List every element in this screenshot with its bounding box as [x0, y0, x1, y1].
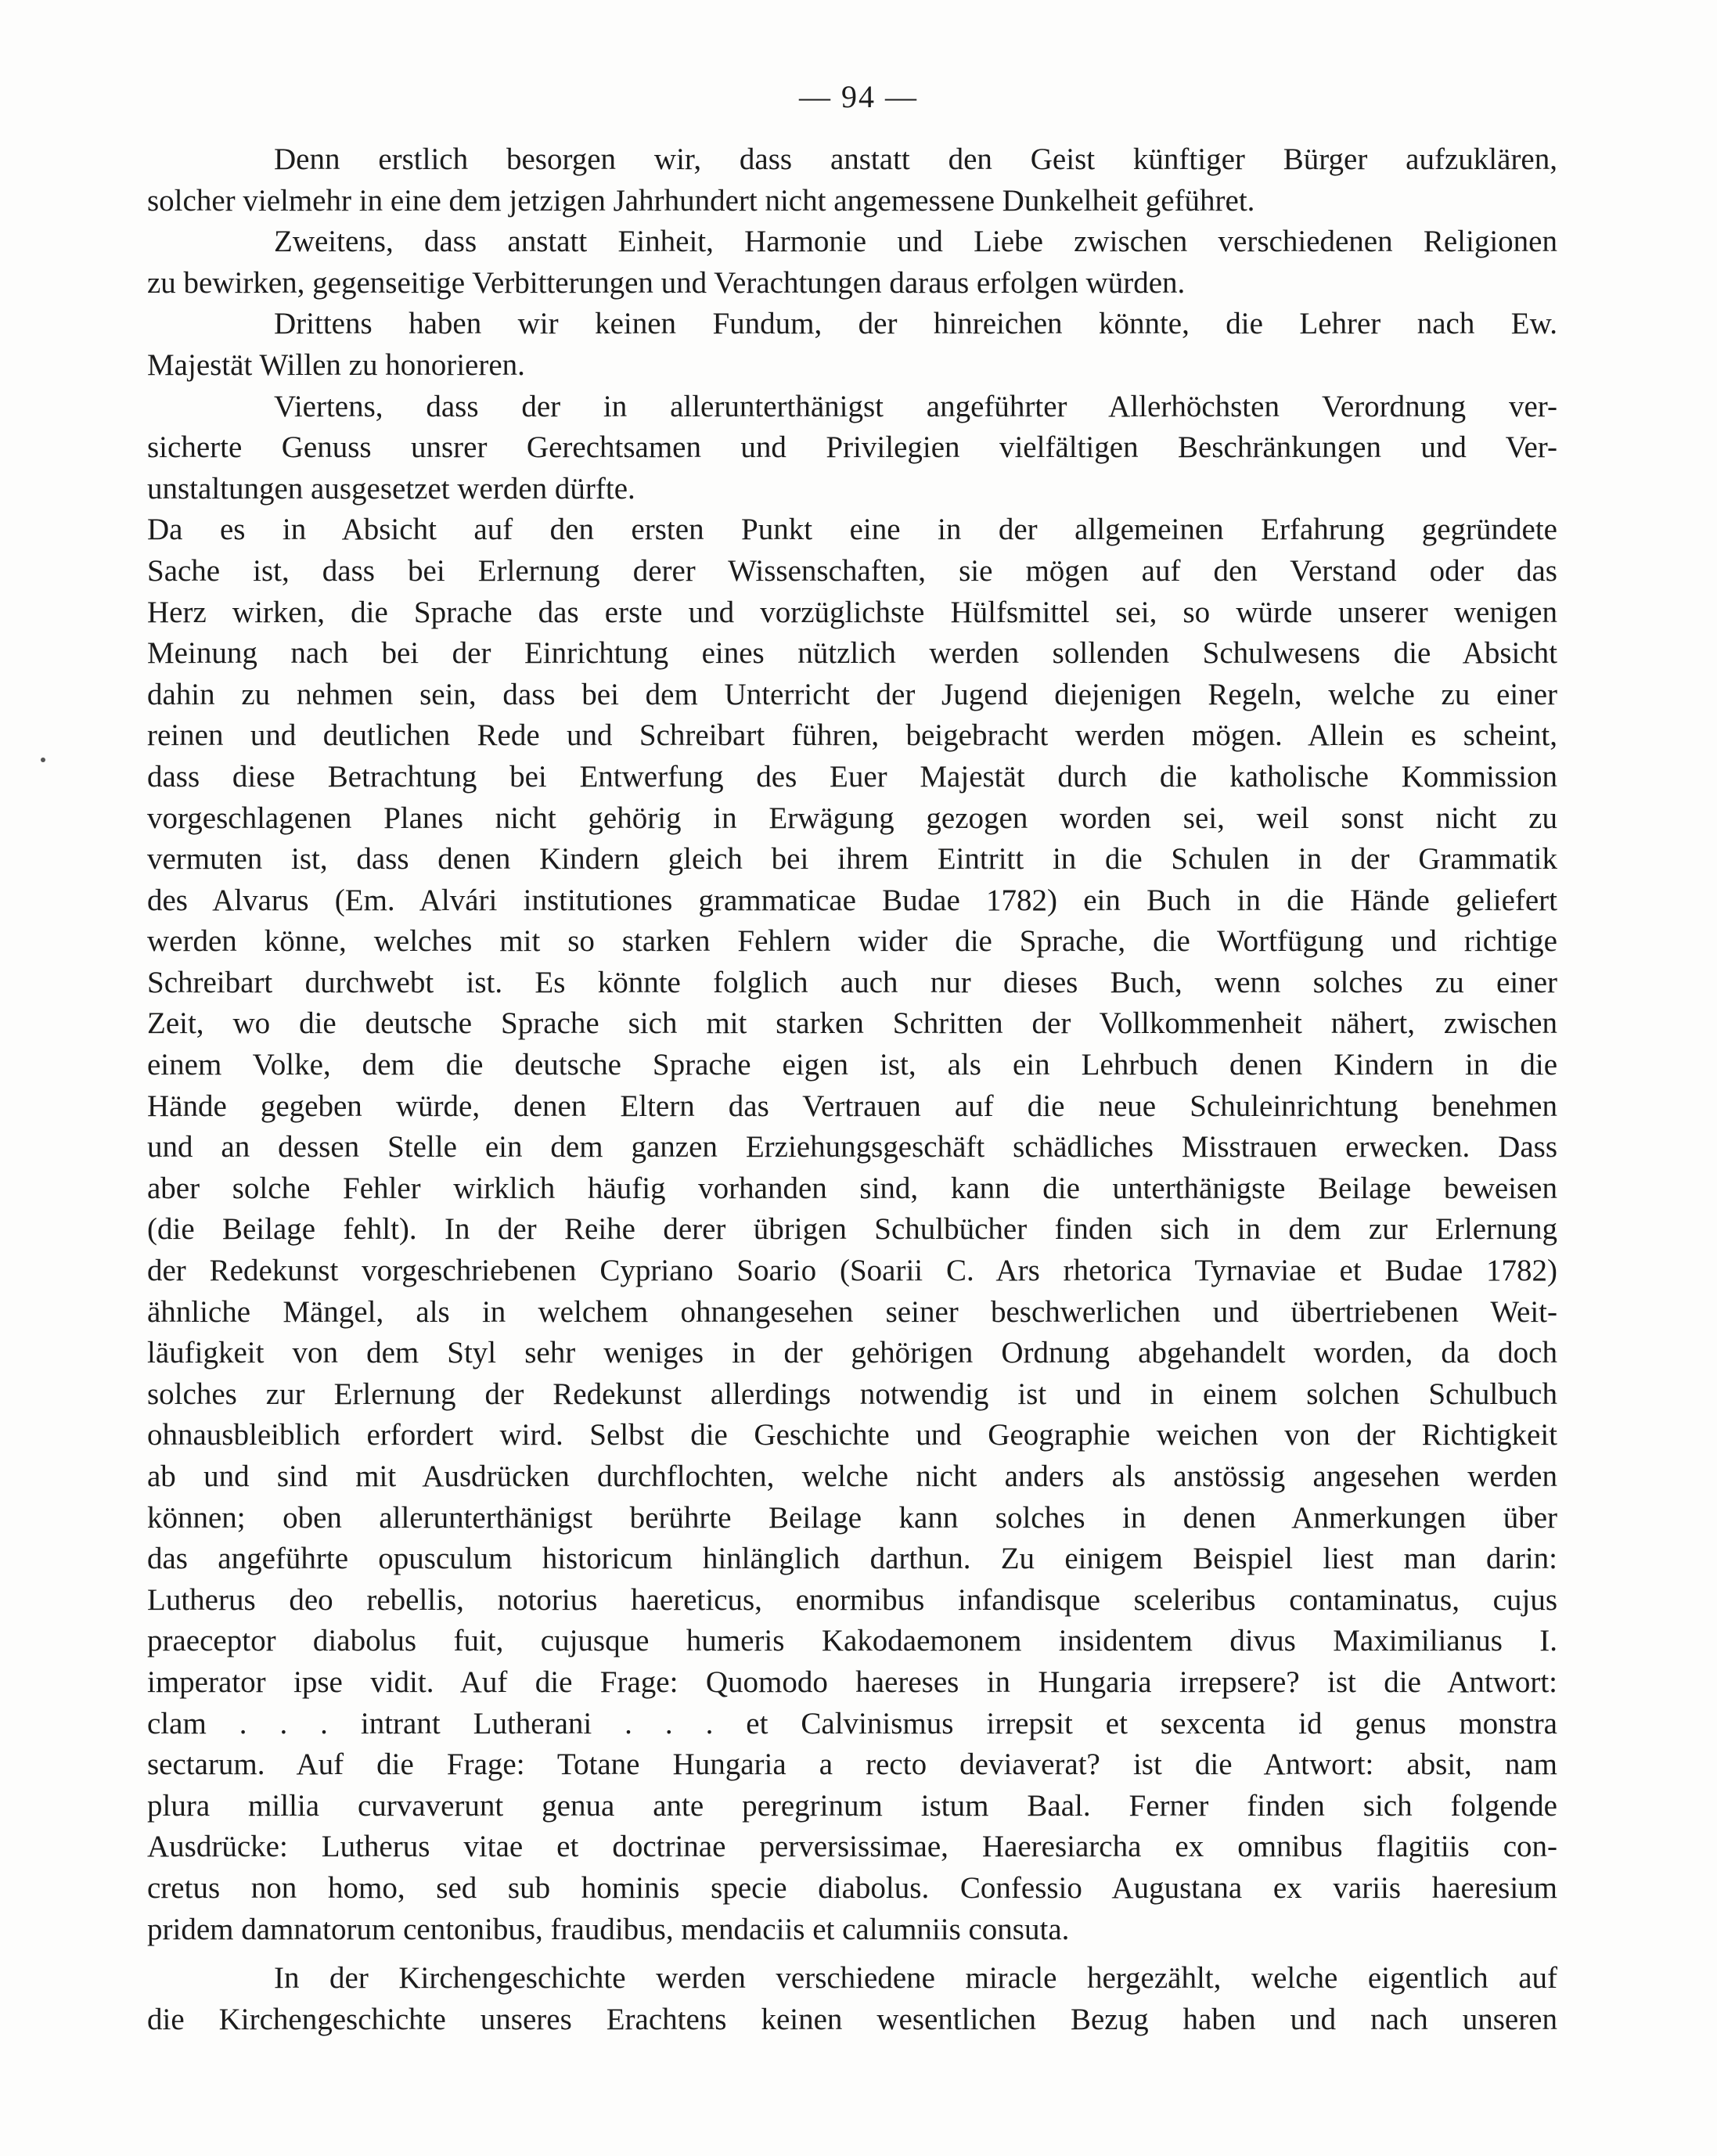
text-line: Zeit, wo die deutsche Sprache sich mit starken Schritten der Vollkommenheit nähert, zwischen: [147, 1006, 1557, 1041]
text-line: sectarum. Auf die Frage: Totane Hungaria a recto deviaverat? ist die Antwort: absit, nam: [147, 1747, 1557, 1782]
text-line: zu bewirken, gegenseitige Verbitterungen und Verachtungen daraus erfolgen würden.: [147, 265, 1186, 300]
text-line: Sache ist, dass bei Erlernung derer Wissenschaften, sie mögen auf den Verstand oder das: [147, 553, 1557, 588]
text-line: werden könne, welches mit so starken Fehlern wider die Sprache, die Wortfügung und richtige: [147, 924, 1557, 959]
body-text: [147, 139, 1557, 2040]
text-line: praeceptor diabolus fuit, cujusque humeris Kakodaemonem insidentem divus Maximilianus I.: [147, 1624, 1557, 1658]
text-line: Majestät Willen zu honorieren.: [147, 347, 525, 382]
text-line: Schreibart durchwebt ist. Es könnte folglich auch nur dieses Buch, wenn solches zu einer: [147, 965, 1557, 999]
text-line: dahin zu nehmen sein, dass bei dem Unterricht der Jugend diejenigen Regeln, welche zu einer: [147, 677, 1557, 711]
text-line: des Alvarus (Em. Alvári institutiones grammaticae Budae 1782) ein Buch in die Hände geliefert: [147, 883, 1557, 917]
text-line: Lutherus deo rebellis, notorius haereticus, enormibus infandisque sceleribus contaminatus, cujus: [147, 1582, 1557, 1617]
text-line: clam . . . intrant Lutherani . . . et Calvinismus irrepsit et sexcenta id genus monstra: [147, 1706, 1557, 1740]
text-line: aber solche Fehler wirklich häufig vorhanden sind, kann die unterthänigste Beilage beweisen: [147, 1171, 1557, 1205]
text-line: plura millia curvaverunt genua ante peregrinum istum Baal. Ferner finden sich folgende: [147, 1788, 1557, 1823]
text-line: der Redekunst vorgeschriebenen Cypriano Soario (Soarii C. Ars rhetorica Tyrnaviae et Budae 1782): [147, 1254, 1557, 1288]
text-line: Meinung nach bei der Einrichtung eines nützlich werden sollenden Schulwesens die Absicht: [147, 636, 1557, 671]
text-line: ohnausbleiblich erfordert wird. Selbst die Geschichte und Geographie weichen von der Richtigkeit: [147, 1418, 1557, 1452]
text-line: können; oben allerunterthänigst berührte Beilage kann solches in denen Anmerkungen über: [147, 1500, 1557, 1535]
text-line: Drittens haben wir keinen Fundum, der hinreichen könnte, die Lehrer nach Ew.: [274, 307, 1557, 341]
text-line: Da es in Absicht auf den ersten Punkt eine in der allgemeinen Erfahrung gegründete: [147, 513, 1557, 547]
page-number: — 94 —: [799, 79, 918, 114]
text-line: imperator ipse vidit. Auf die Frage: Quomodo haereses in Hungaria irrepsere? ist die Antwort:: [147, 1665, 1557, 1699]
text-line: das angeführte opusculum historicum hinlänglich darthun. Zu einigem Beispiel liest man darin:: [147, 1542, 1557, 1576]
text-line: cretus non homo, sed sub hominis specie diabolus. Confessio Augustana ex variis haeresium: [147, 1870, 1557, 1905]
text-line: vorgeschlagenen Planes nicht gehörig in Erwägung gezogen worden sei, weil sonst nicht zu: [147, 801, 1557, 835]
text-line: ähnliche Mängel, als in welchem ohnangesehen seiner beschwerlichen und übertriebenen Weit-: [147, 1294, 1557, 1329]
margin-mark: [41, 758, 45, 762]
text-line: Hände gegeben würde, denen Eltern das Vertrauen auf die neue Schuleinrichtung benehmen: [147, 1089, 1557, 1123]
text-line: und an dessen Stelle ein dem ganzen Erziehungsgeschäft schädliches Misstrauen erwecken. Dass: [147, 1130, 1557, 1164]
text-line: vermuten ist, dass denen Kindern gleich bei ihrem Eintritt in die Schulen in der Grammatik: [147, 842, 1557, 876]
text-line: Denn erstlich besorgen wir, dass anstatt den Geist künftiger Bürger aufzuklären,: [274, 142, 1557, 176]
text-line: unstaltungen ausgesetzet werden dürfte.: [147, 471, 635, 506]
text-line: die Kirchengeschichte unseres Erachtens keinen wesentlichen Bezug haben und nach unseren: [147, 2002, 1557, 2036]
text-line: pridem damnatorum centonibus, fraudibus, mendaciis et calumniis consuta.: [147, 1912, 1070, 1946]
text-line: Herz wirken, die Sprache das erste und vorzüglichste Hülfsmittel sei, so würde unserer wenigen: [147, 595, 1557, 629]
text-line: Viertens, dass der in allerunterthänigst angeführter Allerhöchsten Verordnung ver-: [274, 389, 1557, 423]
text-line: solcher vielmehr in eine dem jetzigen Jahrhundert nicht angemessene Dunkelheit geführet.: [147, 183, 1255, 218]
text-line: einem Volke, dem die deutsche Sprache eigen ist, als ein Lehrbuch denen Kindern in die: [147, 1048, 1557, 1082]
text-line: dass diese Betrachtung bei Entwerfung des Euer Majestät durch die katholische Kommission: [147, 759, 1557, 794]
text-line: reinen und deutlichen Rede und Schreibart führen, beigebracht werden mögen. Allein es scheint,: [147, 718, 1557, 753]
text-line: ab und sind mit Ausdrücken durchflochten, welche nicht anders als anstössig angesehen werden: [147, 1460, 1557, 1493]
text-line: sicherte Genuss unsrer Gerechtsamen und Privilegien vielfältigen Beschränkungen und Ver-: [147, 430, 1557, 465]
text-line: läufigkeit von dem Styl sehr weniges in der gehörigen Ordnung abgehandelt worden, da doch: [147, 1336, 1557, 1370]
text-line: Ausdrücke: Lutherus vitae et doctrinae perversissimae, Haeresiarcha ex omnibus flagitiis con-: [147, 1830, 1557, 1864]
text-line: (die Beilage fehlt). In der Reihe derer übrigen Schulbücher finden sich in dem zur Erlernung: [147, 1212, 1557, 1247]
paragraph-gap: [147, 1950, 1557, 1958]
text-line: Zweitens, dass anstatt Einheit, Harmonie und Liebe zwischen verschiedenen Religionen: [274, 225, 1557, 259]
text-line: solches zur Erlernung der Redekunst allerdings notwendig ist und in einem solchen Schulbuch: [147, 1377, 1557, 1411]
text-line: In der Kirchengeschichte werden verschiedene miracle hergezählt, welche eigentlich auf: [274, 1961, 1557, 1996]
